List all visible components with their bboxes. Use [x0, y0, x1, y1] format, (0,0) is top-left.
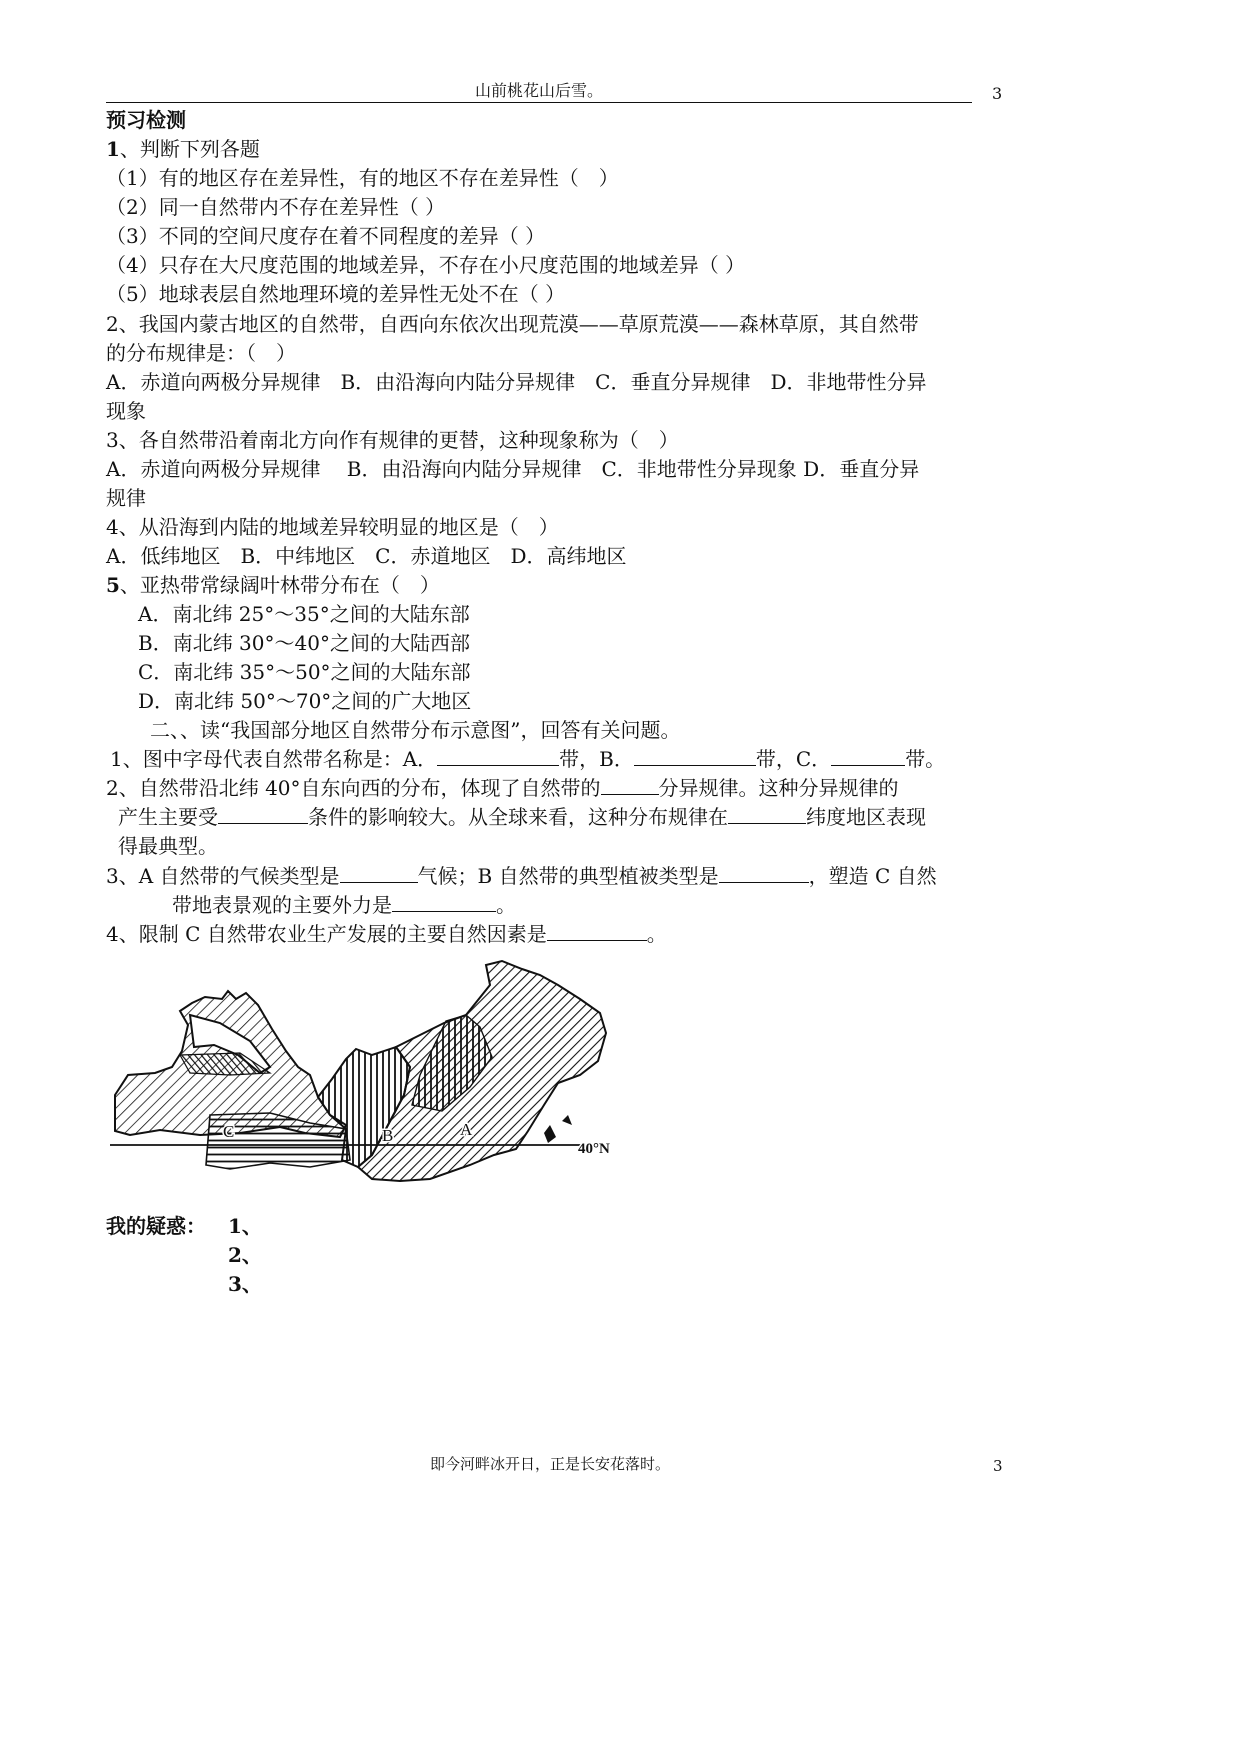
q5-number: 5	[106, 573, 120, 597]
part2-title: 二、、读“我国部分地区自然带分布示意图”，回答有关问题。	[150, 718, 681, 742]
part2-q3	[106, 862, 937, 890]
doubt-item[interactable]: 1、	[228, 1214, 262, 1238]
q1-item: （4）只存在大尺度范围的地域差异，不存在小尺度范围的地域差异（ ）	[106, 253, 746, 277]
answer-blank[interactable]	[437, 746, 559, 766]
part2-q2-text: 分异规律。这种分异规律的	[658, 776, 899, 800]
latitude-label: 40°N	[578, 1141, 610, 1157]
q2-line: 的分布规律是：（ ）	[106, 341, 296, 365]
q3-line: 规律	[106, 486, 146, 510]
section-title: 预习检测	[106, 108, 186, 132]
answer-blank[interactable]	[728, 804, 806, 824]
part2-q3-text: 气候；B 自然带的典型植被类型是	[417, 864, 719, 888]
part2-q2-text: 2、自然带沿北纬 40°自东向西的分布，体现了自然带的	[106, 776, 601, 800]
part2-q1-text: 1、图中字母代表自然带名称是：A．	[110, 747, 438, 771]
answer-blank[interactable]	[601, 775, 659, 795]
part2-q2-end: 得最典型。	[118, 834, 218, 858]
part2-q1	[110, 745, 945, 773]
q4-options: A．低纬地区 B．中纬地区 C．赤道地区 D．高纬地区	[106, 544, 627, 568]
part2-q2-cont	[118, 803, 926, 831]
part2-q1-text: 带，B．	[559, 747, 634, 771]
q5-option: A．南北纬 25°～35°之间的大陆东部	[138, 602, 470, 626]
doubt-item[interactable]: 2、	[228, 1243, 262, 1267]
answer-blank[interactable]	[392, 892, 496, 912]
q1-item: （3）不同的空间尺度存在着不同程度的差异（ ）	[106, 224, 546, 248]
coast-islands	[544, 1115, 572, 1143]
q2-options: A．赤道向两极分异规律 B．由沿海向内陆分异规律 C．垂直分异规律 D．非地带性分异	[106, 370, 927, 394]
q5-text: 、亚热带常绿阔叶林带分布在（ ）	[119, 573, 440, 597]
natural-zone-map	[110, 955, 630, 1185]
part2-q1-text: 带，C．	[755, 747, 832, 771]
part2-q4	[106, 920, 667, 948]
doubts-title: 我的疑惑：	[106, 1214, 206, 1238]
q3-line: 3、各自然带沿着南北方向作有规律的更替，这种现象称为（ ）	[106, 428, 679, 452]
q2-line: 现象	[106, 399, 146, 423]
answer-blank[interactable]	[218, 804, 308, 824]
q1-item: （2）同一自然带内不存在差异性（ ）	[106, 195, 446, 219]
q5-option: B．南北纬 30°～40°之间的大陆西部	[138, 631, 470, 655]
part2-q4-text: 4、限制 C 自然带农业生产发展的主要自然因素是	[106, 922, 547, 946]
answer-blank[interactable]	[831, 746, 905, 766]
doubt-item[interactable]: 3、	[228, 1272, 262, 1296]
zone-b-label: B	[382, 1126, 394, 1145]
page-header	[106, 78, 972, 103]
header-text: 山前桃花山后雪。	[474, 81, 603, 100]
zone-c-label: C	[223, 1122, 235, 1141]
answer-blank[interactable]	[719, 863, 809, 883]
part2-q2-text: 纬度地区表现	[806, 805, 926, 829]
part2-q2-text: 条件的影响较大。从全球来看，这种分布规律在	[308, 805, 728, 829]
q2-line: 2、我国内蒙古地区的自然带，自西向东依次出现荒漠——草原荒漠——森林草原，其自然带	[106, 312, 919, 336]
part2-q4-text: 。	[646, 922, 667, 946]
q4-line: 4、从沿海到内陆的地域差异较明显的地区是（ ）	[106, 515, 559, 539]
footer-text: 即今河畔冰开日，正是长安花落时。	[429, 1455, 670, 1473]
part2-q3-text: 3、A 自然带的气候类型是	[106, 864, 340, 888]
q5-option: C．南北纬 35°～50°之间的大陆东部	[138, 660, 471, 684]
part2-q2	[106, 774, 899, 802]
answer-blank[interactable]	[340, 863, 418, 883]
q1-item: （5）地球表层自然地理环境的差异性无处不在（ ）	[106, 282, 566, 306]
footer-page-number: 3	[993, 1457, 1003, 1475]
part2-q3-text: ，塑造 C 自然	[808, 864, 937, 888]
zone-a-label: A	[460, 1120, 473, 1139]
part2-q3-text: 带地表景观的主要外力是	[172, 893, 392, 917]
part2-q3-text: 。	[496, 893, 516, 917]
part2-q1-text: 带。	[905, 747, 946, 771]
q1-number: 1	[106, 137, 120, 161]
answer-blank[interactable]	[547, 921, 647, 941]
q1-stem	[106, 135, 260, 163]
q5-option: D．南北纬 50°～70°之间的广大地区	[138, 689, 472, 713]
q3-options: A．赤道向两极分异规律 B．由沿海向内陆分异规律 C．非地带性分异现象 D．垂直分异	[106, 457, 920, 481]
q5-stem	[106, 571, 440, 599]
header-page-number: 3	[992, 84, 1003, 103]
answer-blank[interactable]	[634, 746, 756, 766]
part2-q2-text: 产生主要受	[118, 805, 218, 829]
q1-item: （1）有的地区存在差异性，有的地区不存在差异性（ ）	[106, 166, 619, 190]
part2-q3-cont	[172, 891, 516, 919]
q1-text: 、判断下列各题	[119, 137, 260, 161]
